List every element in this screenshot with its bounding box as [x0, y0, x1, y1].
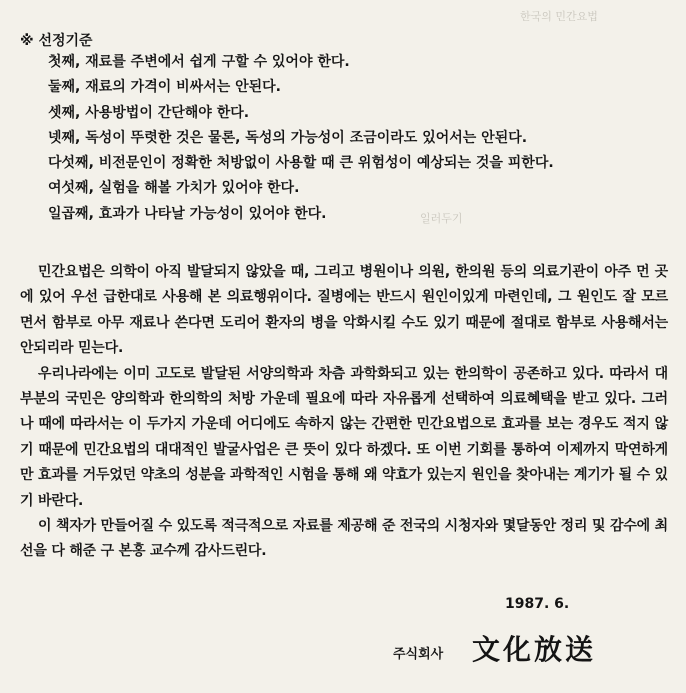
criteria-item: 넷째, 독성이 뚜렷한 것은 물론, 독성의 가능성이 조금이라도 있어서는 안된다.	[48, 129, 528, 146]
criteria-item: 둘째, 재료의 가격이 비싸서는 안된다.	[48, 79, 281, 96]
body-paragraph: 우리나라에는 이미 고도로 발달된 서양의학과 차츰 과학화되고 있는 한의학이 공존하고 있다. 따라서 대부분의 국민은 양의학과 한의학의 처방 가운데 필요에 따라 자유롭게 선택하여 의료혜택을 받고 있다. 그러나 때에 따라서는 이 두가지 가운데 어디에도 속하지 않는 간편한 민간요법으로 효과를 보는 경우도 적지 않기 때문에 민간요법의 대대적인 발굴사업은 큰 뜻이 있다 하겠다. 또 이번 기회를 통하여 이제까지 막연하게만 효과를 거두었던 약초의 성분을 과학적인 시험을 통해 왜 약효가 있는지 원인을 찾아내는 계기가 될 수 있기 바란다.	[20, 365, 669, 509]
bleed-through-text: 일러두기	[420, 212, 463, 225]
bleed-through-text: 한국의 민간요법	[520, 10, 598, 23]
criteria-item: 일곱째, 효과가 나타날 가능성이 있어야 한다.	[48, 205, 327, 222]
publication-date: 1987. 6.	[505, 596, 570, 612]
body-paragraph: 민간요법은 의학이 아직 발달되지 않았을 때, 그리고 병원이나 의원, 한의원 등의 의료기관이 아주 먼 곳에 있어 우선 급한대로 사용해 본 의료행위이다. 질병에는 반드시 원인이있게 마련인데, 그 원인도 잘 모르면서 함부로 아무 재료나 쓴다면 도리어 환자의 병을 악화시킬 수도 있기 때문에 절대로 함부로 사용해서는 안되리라 믿는다.	[20, 264, 668, 357]
criteria-item: 다섯째, 비전문인이 정확한 처방없이 사용할 때 큰 위험성이 예상되는 것을 피한다.	[48, 155, 554, 172]
criteria-item: 첫째, 재료를 주변에서 쉽게 구할 수 있어야 한다.	[48, 54, 350, 70]
selection-criteria-heading: ※ 선정기준	[20, 33, 93, 49]
body-paragraph: 이 책자가 만들어질 수 있도록 적극적으로 자료를 제공해 준 전국의 시청자와 몇달동안 정리 및 감수에 최선을 다 해준 구 본홍 교수께 감사드린다.	[20, 518, 668, 560]
body-text	[20, 260, 668, 565]
company-type-label: 주식회사	[393, 647, 444, 662]
selection-criteria-list	[48, 50, 554, 227]
criteria-item: 셋째, 사용방법이 간단해야 한다.	[48, 104, 250, 121]
company-name: 文化放送	[472, 633, 597, 666]
criteria-item: 여섯째, 실험을 해볼 가치가 있어야 한다.	[48, 180, 300, 197]
